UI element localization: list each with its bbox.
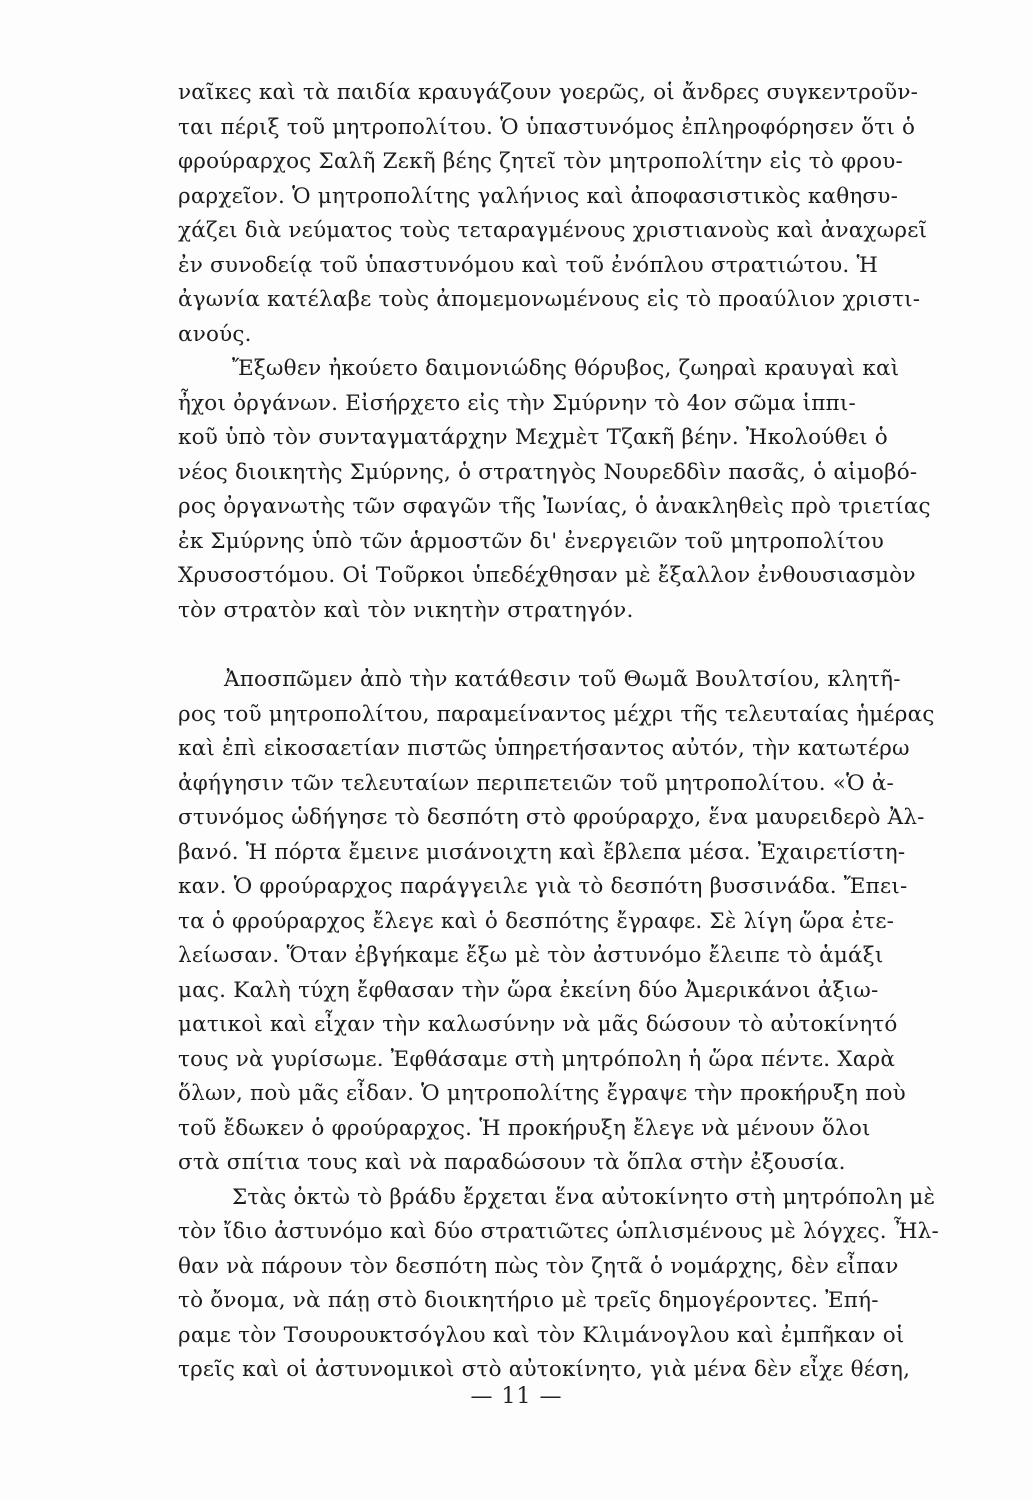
text-line: ται πέριξ τοῦ μητροπολίτου. Ὁ ὑπαστυνόμος ἐπληροφόρησεν ὅτι ὁ (178, 114, 916, 140)
text-line: ραμε τὸν Τσουρουκτσόγλου καὶ τὸν Κλιμάνογλου καὶ ἐμπῆκαν οἱ (178, 1322, 905, 1348)
text-line: τους νὰ γυρίσωμε. Ἐφθάσαμε στὴ μητρόπολη ἡ ὥρα πέντε. Χαρὰ (178, 1046, 896, 1072)
body-text (178, 76, 939, 1388)
text-line: ἐκ Σμύρνης ὑπὸ τῶν ἁρμοστῶν δι' ἐνεργειῶν τοῦ μητροπολίτου (178, 528, 884, 554)
text-line: κοῦ ὑπὸ τὸν συνταγματάρχην Μεχμὲτ Τζακῆ βέην. Ἠκολούθει ὁ (178, 425, 888, 450)
text-line: Στὰς ὀκτὼ τὸ βράδυ ἔρχεται ἕνα αὐτοκίνητο στὴ μητρόπολη μὲ (232, 1184, 936, 1210)
text-line: ανούς. (178, 321, 252, 347)
text-line: στυνόμος ὡδήγησε τὸ δεσπότη στὸ φρούραρχο, ἕνα μαυρειδερὸ Ἀλ- (178, 805, 925, 830)
text-line: ἦχοι ὀργάνων. Εἰσήρχετο εἰς τὴν Σμύρνην τὸ 4ον σῶμα ἱππι- (178, 390, 856, 416)
text-line: χάζει διὰ νεύματος τοὺς τεταραγμένους χριστιανοὺς καὶ ἀναχωρεῖ (178, 218, 928, 243)
text-line: ρος τοῦ μητροπολίτου, παραμείναντος μέχρι τῆς τελευταίας ἡμέρας (178, 701, 935, 727)
text-line: ἀφήγησιν τῶν τελευταίων περιπετειῶν τοῦ μητροπολίτου. «Ὁ ἀ- (178, 770, 895, 796)
paragraph-continuation (178, 76, 928, 352)
paragraph-arrival (178, 352, 931, 628)
page-number: — 11 — (470, 1384, 563, 1409)
paragraph-gap (178, 628, 868, 663)
text-line: καὶ ἐπὶ εἰκοσαετίαν πιστῶς ὑπηρετήσαντος αὐτόν, τὴν κατωτέρω (178, 736, 910, 761)
text-line: ματικοὶ καὶ εἶχαν τὴν καλωσύνην νὰ μᾶς δώσουν τὸ αὐτοκίνητό (178, 1012, 898, 1037)
text-line: τα ὁ φρούραρχος ἔλεγε καὶ ὁ δεσπότης ἔγραφε. Σὲ λίγη ὥρα ἐτε- (178, 908, 895, 934)
text-line: ἀγωνία κατέλαβε τοὺς ἀπομεμονωμένους εἰς τὸ προαύλιον χριστι- (178, 287, 921, 312)
paragraph-testimony (178, 663, 935, 1181)
text-line: Ἀποσπῶμεν ἀπὸ τὴν κατάθεσιν τοῦ Θωμᾶ Βουλτσίου, κλητῆ- (224, 667, 901, 692)
text-line: ναῖκες καὶ τὰ παιδία κραυγάζουν γοερῶς, οἱ ἄνδρες συγκεντροῦν- (178, 80, 919, 105)
text-line: ἐν συνοδείᾳ τοῦ ὑπαστυνόμου καὶ τοῦ ἐνόπλου στρατιώτου. Ἡ (178, 252, 879, 278)
text-line: Χρυσοστόμου. Οἱ Τοῦρκοι ὑπεδέχθησαν μὲ ἔξαλλον ἐνθουσιασμὸν (178, 563, 916, 588)
text-line: τοῦ ἔδωκεν ὁ φρούραρχος. Ἡ προκήρυξη ἔλεγε νὰ μένουν ὅλοι (178, 1115, 871, 1141)
text-line: καν. Ὁ φρούραρχος παράγγειλε γιὰ τὸ δεσπότη βυσσινάδα. Ἔπει- (178, 874, 908, 899)
text-line: λείωσαν. Ὅταν ἐβγήκαμε ἔξω μὲ τὸν ἀστυνόμο ἔλειπε τὸ ἁμάξι (178, 943, 884, 968)
text-line: τρεῖς καὶ οἱ ἀστυνομικοὶ στὸ αὐτοκίνητο, γιὰ μένα δὲν εἶχε θέση, (178, 1357, 911, 1382)
text-line: Ἔξωθεν ἠκούετο δαιμονιώδης θόρυβος, ζωηραὶ κραυγαὶ καὶ (232, 356, 900, 381)
text-line: θαν νὰ πάρουν τὸν δεσπότη πὼς τὸν ζητᾶ ὁ νομάρχης, δὲν εἶπαν (178, 1253, 899, 1279)
text-line: φρούραρχος Σαλῆ Ζεκῆ βέης ζητεῖ τὸν μητροπολίτην εἰς τὸ φρου- (178, 149, 903, 174)
paragraph-evening (178, 1181, 939, 1388)
text-line: βανό. Ἡ πόρτα ἔμεινε μισάνοιχτη καὶ ἔβλεπα μέσα. Ἐχαιρετίστη- (178, 839, 906, 865)
text-line: τὸ ὄνομα, νὰ πάῃ στὸ διοικητήριο μὲ τρεῖς δημογέροντες. Ἐπή- (178, 1288, 879, 1313)
text-line: μας. Καλὴ τύχη ἔφθασαν τὴν ὥρα ἐκείνη δύο Ἀμερικάνοι ἀξιω- (178, 977, 879, 1003)
text-line: νέος διοικητὴς Σμύρνης, ὁ στρατηγὸς Νουρεδδὶν πασᾶς, ὁ αἱμοβό- (178, 459, 918, 485)
text-line: τὸν ἴδιο ἀστυνόμο καὶ δύο στρατιῶτες ὡπλισμένους μὲ λόγχες. Ἦλ- (178, 1219, 939, 1244)
text-line: ραρχεῖον. Ὁ μητροπολίτης γαλήνιος καὶ ἀποφασιστικὸς καθησυ- (178, 183, 899, 209)
text-line: στὰ σπίτια τους καὶ νὰ παραδώσουν τὰ ὅπλα στὴν ἐξουσία. (178, 1150, 846, 1175)
text-line: τὸν στρατὸν καὶ τὸν νικητὴν στρατηγόν. (178, 597, 634, 623)
text-line: ρος ὀργανωτὴς τῶν σφαγῶν τῆς Ἰωνίας, ὁ ἀνακληθεὶς πρὸ τριετίας (178, 494, 931, 519)
text-line: ὅλων, ποὺ μᾶς εἶδαν. Ὁ μητροπολίτης ἔγραψε τὴν προκήρυξη ποὺ (178, 1081, 906, 1106)
